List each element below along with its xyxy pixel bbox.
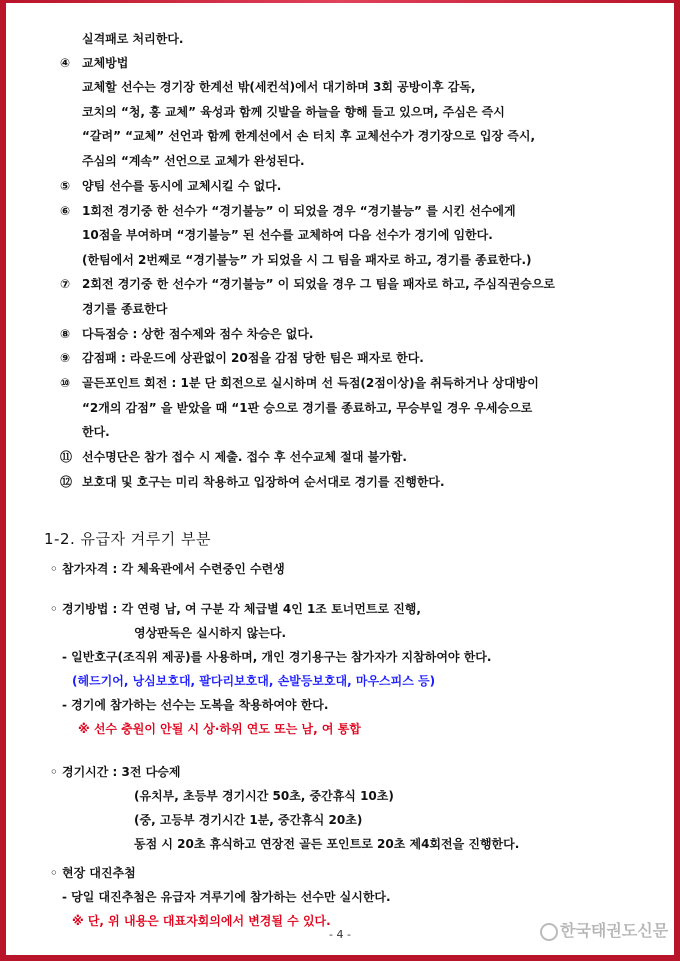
bullet-icon: ◦: [50, 866, 58, 880]
item-4-title: 교체방법: [82, 56, 129, 70]
bullet-icon: ◦: [50, 602, 58, 616]
match-time-text: 경기시간 : 3전 다승제: [62, 765, 181, 779]
item-number-5: ⑤: [60, 179, 71, 193]
text-line: 실격패로 처리한다.: [82, 32, 184, 46]
watermark-text: 한국태권도신문: [560, 921, 669, 940]
item-number-8: ⑧: [60, 327, 71, 341]
method-note: ※ 선수 충원이 안될 시 상·하위 연도 또는 남, 여 통합: [78, 722, 361, 736]
item-4-line: 교체할 선수는 경기장 한계선 밖(세컨석)에서 대기하며 3회 공방이후 감독,: [82, 80, 476, 94]
item-4-line: 코치의 “청, 홍 교체” 육성과 함께 깃발을 하늘을 향해 들고 있으며, 주심은 즉시: [82, 105, 505, 119]
item-6-line: 1회전 경기중 한 선수가 “경기불능” 이 되었을 경우 “경기불능” 를 시킨 선수에게: [82, 204, 516, 218]
page-number: - 4 -: [329, 928, 351, 941]
item-8-text: 다득점승 : 상한 점수제와 점수 차승은 없다.: [82, 327, 314, 341]
draw-note: ※ 단, 위 내용은 대표자회의에서 변경될 수 있다.: [72, 914, 331, 928]
item-4-line: “갈려” “교체” 선언과 함께 한계선에서 손 터치 후 교체선수가 경기장으로 입장 즉시,: [82, 129, 536, 143]
draw-line: - 당일 대진추첨은 유급자 겨루기에 참가하는 선수만 실시한다.: [62, 890, 391, 904]
match-time-line: (유치부, 초등부 경기시간 50초, 중간휴식 10초): [134, 789, 394, 803]
item-4-line: 주심의 “계속” 선언으로 교체가 완성된다.: [82, 154, 305, 168]
item-12-text: 보호대 및 호구는 미리 착용하고 입장하여 순서대로 경기를 진행한다.: [82, 475, 445, 489]
watermark: [540, 918, 670, 948]
item-number-10: ⑩: [60, 376, 71, 390]
item-number-6: ⑥: [60, 204, 71, 218]
item-11-text: 선수명단은 참가 접수 시 제출. 접수 후 선수교체 절대 불가함.: [82, 450, 407, 464]
match-time-line: (중, 고등부 경기시간 1분, 중간휴식 20초): [134, 813, 363, 827]
item-number-7: ⑦: [60, 277, 71, 291]
bullet-icon: ◦: [50, 562, 58, 576]
item-number-12: ⑫: [60, 475, 73, 489]
item-7-line: 2회전 경기중 한 선수가 “경기불능” 이 되었을 경우 그 팀을 패자로 하고, 주심직권승으로: [82, 277, 555, 291]
method-text: 경기방법 : 각 연령 남, 여 구분 각 체급별 4인 1조 토너먼트로 진행,: [62, 602, 421, 616]
method-line: 영상판독은 실시하지 않는다.: [134, 626, 287, 640]
item-5-text: 양팀 선수를 동시에 교체시킬 수 없다.: [82, 179, 282, 193]
section-heading: 1-2. 유급자 겨루기 부분: [44, 530, 211, 548]
watermark-logo-icon: [540, 923, 558, 941]
match-time-line: 동점 시 20초 휴식하고 연장전 골든 포인트로 20초 제4회전을 진행한다.: [134, 837, 520, 851]
bullet-icon: ◦: [50, 765, 58, 779]
method-line: - 일반호구(조직위 제공)를 사용하며, 개인 경기용구는 참가자가 지참하여야 한다.: [62, 650, 492, 664]
eligibility-text: 참가자격 : 각 체육관에서 수련중인 수련생: [62, 562, 285, 576]
item-10-line: “2개의 감점” 을 받았을 때 “1판 승으로 경기를 종료하고, 무승부일 경우 우세승으로: [82, 401, 533, 415]
item-number-9: ⑨: [60, 351, 71, 365]
item-10-line: 한다.: [82, 425, 110, 439]
item-number-4: ④: [60, 56, 71, 70]
item-10-line: 골든포인트 회전 : 1분 단 회전으로 실시하며 선 득점(2점이상)을 취득하거나 상대방이: [82, 376, 539, 390]
item-7-line: 경기를 종료한다: [82, 302, 168, 316]
gear-list: (헤드기어, 낭심보호대, 팔다리보호대, 손발등보호대, 마우스피스 등): [72, 674, 436, 688]
item-number-11: ⑪: [60, 450, 73, 464]
method-line: - 경기에 참가하는 선수는 도복을 착용하여야 한다.: [62, 698, 329, 712]
item-6-line: (한팀에서 2번째로 “경기불능” 가 되었을 시 그 팀을 패자로 하고, 경기를 종료한다.): [82, 253, 532, 267]
item-6-line: 10점을 부여하며 “경기불능” 된 선수를 교체하여 다음 선수가 경기에 임한다.: [82, 228, 493, 242]
draw-text: 현장 대진추첨: [62, 866, 136, 880]
item-9-text: 감점패 : 라운드에 상관없이 20점을 감점 당한 팀은 패자로 한다.: [82, 351, 424, 365]
